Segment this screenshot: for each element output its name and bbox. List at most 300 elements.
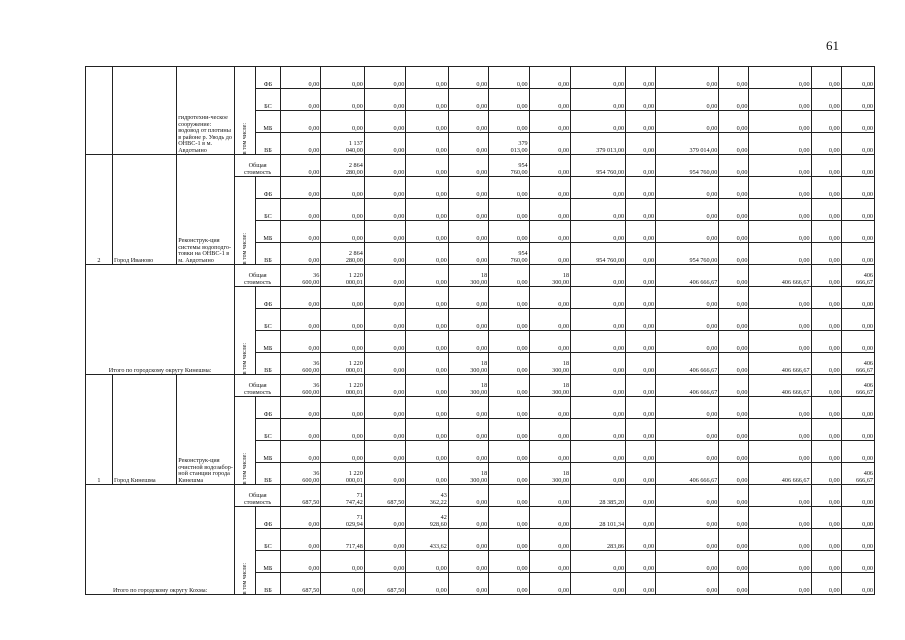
value-cell: 0,00	[719, 507, 749, 529]
value-cell: 0,00	[749, 199, 811, 221]
value-cell: 0,00	[719, 441, 749, 463]
value-cell: 0,00	[626, 221, 656, 243]
including-label-cell	[235, 287, 256, 375]
row-number	[86, 67, 113, 155]
funding-source: МБ	[256, 551, 281, 573]
value-cell: 0,00	[626, 287, 656, 309]
value-cell: 0,00	[571, 111, 626, 133]
funding-source: МБ	[256, 441, 281, 463]
value-cell: 0,00	[280, 529, 320, 551]
value-cell: 0,00	[811, 529, 841, 551]
value-cell: 0,00	[321, 67, 365, 89]
value-cell: 0,00	[811, 89, 841, 111]
value-cell: 1 220 000,01	[321, 375, 365, 397]
value-cell: 1 220 000,01	[321, 353, 365, 375]
value-cell: 0,00	[571, 397, 626, 419]
value-cell: 0,00	[448, 441, 488, 463]
total-label: Итого по городскому округу Кохма:	[86, 485, 235, 595]
funding-source: ВБ	[256, 243, 281, 265]
funding-source: ВБ	[256, 463, 281, 485]
value-cell: 406 666,67	[841, 375, 874, 397]
value-cell: 71 747,42	[321, 485, 365, 507]
value-cell: 0,00	[656, 221, 719, 243]
total-cost-label: Общая стоимость	[235, 375, 281, 397]
value-cell: 954 760,00	[489, 243, 529, 265]
value-cell: 0,00	[406, 309, 449, 331]
value-cell: 0,00	[571, 463, 626, 485]
budget-table	[85, 66, 875, 595]
value-cell: 0,00	[719, 243, 749, 265]
total-cost-label: Общая стоимость	[235, 265, 281, 287]
value-cell: 0,00	[529, 309, 570, 331]
value-cell: 0,00	[406, 287, 449, 309]
value-cell: 0,00	[811, 155, 841, 177]
value-cell: 0,00	[529, 441, 570, 463]
value-cell: 0,00	[406, 441, 449, 463]
table-row	[86, 67, 875, 89]
value-cell: 0,00	[321, 441, 365, 463]
value-cell: 0,00	[280, 397, 320, 419]
value-cell: 0,00	[811, 551, 841, 573]
value-cell: 0,00	[656, 177, 719, 199]
value-cell: 0,00	[656, 287, 719, 309]
value-cell: 0,00	[364, 221, 405, 243]
value-cell: 0,00	[626, 331, 656, 353]
including-label: в том числе:	[241, 562, 248, 594]
value-cell: 0,00	[448, 507, 488, 529]
value-cell: 0,00	[321, 309, 365, 331]
value-cell: 0,00	[719, 485, 749, 507]
value-cell: 0,00	[529, 331, 570, 353]
value-cell: 0,00	[489, 177, 529, 199]
value-cell: 0,00	[656, 507, 719, 529]
value-cell: 0,00	[626, 265, 656, 287]
value-cell: 0,00	[626, 485, 656, 507]
value-cell: 0,00	[841, 67, 874, 89]
value-cell: 687,50	[364, 485, 405, 507]
value-cell: 0,00	[571, 309, 626, 331]
object-name: Реконструк-ция очистной водозабор-ной станции города Кинешма	[177, 375, 235, 485]
value-cell: 0,00	[626, 177, 656, 199]
value-cell: 0,00	[656, 67, 719, 89]
value-cell: 0,00	[529, 199, 570, 221]
value-cell: 0,00	[571, 353, 626, 375]
value-cell: 0,00	[489, 287, 529, 309]
value-cell: 0,00	[406, 111, 449, 133]
value-cell: 0,00	[811, 331, 841, 353]
value-cell: 283,86	[571, 529, 626, 551]
value-cell: 0,00	[280, 89, 320, 111]
value-cell: 0,00	[364, 111, 405, 133]
value-cell: 0,00	[626, 353, 656, 375]
municipality-name	[112, 67, 176, 155]
value-cell: 687,50	[280, 485, 320, 507]
value-cell: 0,00	[719, 89, 749, 111]
value-cell: 0,00	[719, 419, 749, 441]
value-cell: 406 666,67	[841, 463, 874, 485]
value-cell: 0,00	[448, 419, 488, 441]
value-cell: 0,00	[448, 331, 488, 353]
value-cell: 0,00	[529, 111, 570, 133]
value-cell: 0,00	[489, 419, 529, 441]
value-cell: 0,00	[529, 67, 570, 89]
value-cell: 0,00	[280, 177, 320, 199]
value-cell: 0,00	[749, 441, 811, 463]
value-cell: 0,00	[749, 67, 811, 89]
value-cell: 18 300,00	[529, 265, 570, 287]
value-cell: 0,00	[280, 133, 320, 155]
value-cell: 28 101,34	[571, 507, 626, 529]
value-cell: 0,00	[749, 287, 811, 309]
value-cell: 0,00	[448, 221, 488, 243]
value-cell: 0,00	[489, 441, 529, 463]
value-cell: 0,00	[719, 67, 749, 89]
value-cell: 954 760,00	[656, 155, 719, 177]
value-cell: 0,00	[321, 331, 365, 353]
total-cost-label: Общая стоимость	[235, 155, 281, 177]
funding-source: ФБ	[256, 67, 281, 89]
value-cell: 0,00	[489, 485, 529, 507]
value-cell: 0,00	[321, 551, 365, 573]
value-cell: 0,00	[406, 353, 449, 375]
value-cell: 0,00	[406, 375, 449, 397]
value-cell: 0,00	[719, 177, 749, 199]
value-cell: 0,00	[489, 375, 529, 397]
value-cell: 0,00	[364, 375, 405, 397]
value-cell: 0,00	[529, 177, 570, 199]
row-number: 1	[86, 375, 113, 485]
value-cell: 0,00	[448, 551, 488, 573]
value-cell: 0,00	[841, 243, 874, 265]
value-cell: 0,00	[811, 243, 841, 265]
value-cell: 0,00	[656, 529, 719, 551]
funding-source: БС	[256, 309, 281, 331]
value-cell: 0,00	[626, 507, 656, 529]
value-cell: 0,00	[749, 243, 811, 265]
value-cell: 0,00	[448, 243, 488, 265]
value-cell: 0,00	[448, 573, 488, 595]
value-cell: 0,00	[489, 507, 529, 529]
value-cell: 0,00	[811, 441, 841, 463]
including-label: в том числе:	[241, 122, 248, 154]
value-cell: 0,00	[626, 133, 656, 155]
table-body	[86, 67, 875, 595]
value-cell: 0,00	[280, 287, 320, 309]
value-cell: 0,00	[719, 573, 749, 595]
value-cell: 0,00	[811, 309, 841, 331]
value-cell: 0,00	[406, 551, 449, 573]
value-cell: 0,00	[280, 507, 320, 529]
value-cell: 0,00	[626, 309, 656, 331]
value-cell: 0,00	[656, 397, 719, 419]
value-cell: 0,00	[448, 67, 488, 89]
value-cell: 0,00	[280, 441, 320, 463]
value-cell: 0,00	[811, 573, 841, 595]
value-cell: 0,00	[489, 397, 529, 419]
funding-source: МБ	[256, 111, 281, 133]
including-label-cell	[235, 397, 256, 485]
funding-source: ВБ	[256, 573, 281, 595]
municipality-name: Город Кинешма	[112, 375, 176, 485]
value-cell: 0,00	[406, 89, 449, 111]
total-cost-label: Общая стоимость	[235, 485, 281, 507]
value-cell: 0,00	[811, 67, 841, 89]
value-cell: 0,00	[448, 485, 488, 507]
value-cell: 0,00	[719, 133, 749, 155]
funding-source: БС	[256, 529, 281, 551]
value-cell: 0,00	[656, 419, 719, 441]
value-cell: 0,00	[406, 133, 449, 155]
value-cell: 406 666,67	[656, 463, 719, 485]
value-cell: 0,00	[811, 375, 841, 397]
value-cell: 0,00	[841, 89, 874, 111]
value-cell: 0,00	[719, 265, 749, 287]
value-cell: 0,00	[406, 155, 449, 177]
value-cell: 0,00	[719, 287, 749, 309]
value-cell: 954 760,00	[489, 155, 529, 177]
value-cell: 0,00	[280, 221, 320, 243]
value-cell: 0,00	[719, 353, 749, 375]
value-cell: 18 300,00	[529, 353, 570, 375]
value-cell: 0,00	[719, 375, 749, 397]
value-cell: 0,00	[719, 529, 749, 551]
value-cell: 0,00	[811, 397, 841, 419]
value-cell: 0,00	[489, 463, 529, 485]
value-cell: 36 600,00	[280, 265, 320, 287]
funding-source: ФБ	[256, 397, 281, 419]
funding-source: ВБ	[256, 353, 281, 375]
value-cell: 0,00	[448, 529, 488, 551]
value-cell: 0,00	[841, 573, 874, 595]
value-cell: 0,00	[841, 507, 874, 529]
value-cell: 0,00	[571, 573, 626, 595]
value-cell: 1 220 000,01	[321, 265, 365, 287]
value-cell: 0,00	[626, 155, 656, 177]
value-cell: 406 666,67	[749, 463, 811, 485]
value-cell: 0,00	[626, 551, 656, 573]
value-cell: 0,00	[749, 309, 811, 331]
value-cell: 0,00	[529, 551, 570, 573]
value-cell: 0,00	[656, 111, 719, 133]
value-cell: 36 600,00	[280, 353, 320, 375]
value-cell: 0,00	[364, 331, 405, 353]
value-cell: 0,00	[364, 309, 405, 331]
value-cell: 0,00	[656, 485, 719, 507]
value-cell: 954 760,00	[656, 243, 719, 265]
value-cell: 43 362,22	[406, 485, 449, 507]
municipality-name: Город Иваново	[112, 155, 176, 265]
value-cell: 0,00	[811, 111, 841, 133]
value-cell: 0,00	[719, 331, 749, 353]
value-cell: 0,00	[719, 463, 749, 485]
value-cell: 18 300,00	[448, 353, 488, 375]
table-row	[86, 265, 875, 287]
value-cell: 0,00	[321, 419, 365, 441]
value-cell: 0,00	[719, 551, 749, 573]
value-cell: 0,00	[749, 133, 811, 155]
value-cell: 0,00	[529, 529, 570, 551]
value-cell: 0,00	[489, 67, 529, 89]
value-cell: 0,00	[489, 309, 529, 331]
value-cell: 406 666,67	[749, 265, 811, 287]
value-cell: 0,00	[489, 111, 529, 133]
value-cell: 0,00	[626, 67, 656, 89]
value-cell: 2 864 280,00	[321, 155, 365, 177]
funding-source: ФБ	[256, 287, 281, 309]
value-cell: 0,00	[626, 529, 656, 551]
table-row	[86, 485, 875, 507]
value-cell: 0,00	[406, 221, 449, 243]
value-cell: 687,50	[364, 573, 405, 595]
value-cell: 0,00	[571, 441, 626, 463]
value-cell: 0,00	[749, 529, 811, 551]
value-cell: 433,62	[406, 529, 449, 551]
value-cell: 0,00	[719, 155, 749, 177]
value-cell: 406 666,67	[656, 353, 719, 375]
value-cell: 0,00	[749, 507, 811, 529]
value-cell: 0,00	[841, 199, 874, 221]
value-cell: 0,00	[321, 573, 365, 595]
value-cell: 0,00	[489, 573, 529, 595]
value-cell: 0,00	[749, 89, 811, 111]
value-cell: 0,00	[626, 199, 656, 221]
value-cell: 0,00	[749, 551, 811, 573]
value-cell: 0,00	[811, 463, 841, 485]
value-cell: 0,00	[811, 419, 841, 441]
value-cell: 0,00	[656, 331, 719, 353]
value-cell: 0,00	[626, 375, 656, 397]
value-cell: 0,00	[529, 287, 570, 309]
value-cell: 0,00	[571, 221, 626, 243]
value-cell: 0,00	[719, 397, 749, 419]
value-cell: 0,00	[489, 551, 529, 573]
table-row	[86, 155, 875, 177]
value-cell: 0,00	[489, 331, 529, 353]
value-cell: 0,00	[811, 265, 841, 287]
value-cell: 0,00	[489, 529, 529, 551]
value-cell: 0,00	[364, 397, 405, 419]
value-cell: 0,00	[571, 331, 626, 353]
value-cell: 0,00	[448, 309, 488, 331]
total-label: Итого по городскому округу Кинешма:	[86, 265, 235, 375]
value-cell: 0,00	[364, 89, 405, 111]
value-cell: 0,00	[280, 155, 320, 177]
object-name: гидротехни-ческое сооружение: водовод от плотины в районе р. Уводь до ОНВС-1 в м. Авдотьино	[177, 67, 235, 155]
value-cell: 0,00	[406, 573, 449, 595]
value-cell: 0,00	[364, 67, 405, 89]
value-cell: 0,00	[321, 111, 365, 133]
value-cell: 0,00	[571, 199, 626, 221]
value-cell: 0,00	[571, 177, 626, 199]
value-cell: 18 300,00	[529, 463, 570, 485]
value-cell: 0,00	[626, 397, 656, 419]
value-cell: 0,00	[321, 89, 365, 111]
value-cell: 0,00	[529, 485, 570, 507]
value-cell: 0,00	[626, 419, 656, 441]
value-cell: 0,00	[811, 221, 841, 243]
value-cell: 0,00	[749, 221, 811, 243]
value-cell: 0,00	[364, 243, 405, 265]
value-cell: 0,00	[749, 111, 811, 133]
object-name: Реконструк-ция системы водоподго-товки на ОНВС-1 в м. Авдотьино	[177, 155, 235, 265]
value-cell: 0,00	[626, 573, 656, 595]
value-cell: 0,00	[811, 353, 841, 375]
value-cell: 36 600,00	[280, 375, 320, 397]
value-cell: 0,00	[321, 287, 365, 309]
value-cell: 954 760,00	[571, 243, 626, 265]
value-cell: 406 666,67	[841, 353, 874, 375]
value-cell: 0,00	[529, 89, 570, 111]
value-cell: 0,00	[280, 331, 320, 353]
value-cell: 0,00	[719, 111, 749, 133]
value-cell: 0,00	[749, 419, 811, 441]
page-number: 61	[826, 38, 839, 53]
value-cell: 0,00	[489, 353, 529, 375]
value-cell: 0,00	[841, 331, 874, 353]
value-cell: 0,00	[364, 155, 405, 177]
value-cell: 0,00	[364, 529, 405, 551]
value-cell: 0,00	[656, 199, 719, 221]
value-cell: 0,00	[364, 463, 405, 485]
value-cell: 0,00	[280, 67, 320, 89]
value-cell: 0,00	[571, 287, 626, 309]
value-cell: 0,00	[489, 265, 529, 287]
value-cell: 0,00	[529, 133, 570, 155]
value-cell: 406 666,67	[749, 375, 811, 397]
funding-source: МБ	[256, 331, 281, 353]
value-cell: 406 666,67	[749, 353, 811, 375]
value-cell: 0,00	[841, 551, 874, 573]
value-cell: 0,00	[529, 243, 570, 265]
value-cell: 0,00	[364, 441, 405, 463]
value-cell: 0,00	[321, 397, 365, 419]
value-cell: 717,48	[321, 529, 365, 551]
value-cell: 71 029,94	[321, 507, 365, 529]
value-cell: 42 928,60	[406, 507, 449, 529]
value-cell: 1 137 040,00	[321, 133, 365, 155]
value-cell: 0,00	[811, 177, 841, 199]
value-cell: 18 300,00	[448, 463, 488, 485]
value-cell: 18 300,00	[448, 265, 488, 287]
value-cell: 0,00	[529, 419, 570, 441]
value-cell: 0,00	[364, 507, 405, 529]
value-cell: 0,00	[280, 419, 320, 441]
funding-source: ВБ	[256, 133, 281, 155]
value-cell: 0,00	[626, 111, 656, 133]
value-cell: 406 666,67	[656, 265, 719, 287]
value-cell: 0,00	[841, 177, 874, 199]
value-cell: 0,00	[626, 463, 656, 485]
value-cell: 406 666,67	[841, 265, 874, 287]
value-cell: 0,00	[571, 375, 626, 397]
value-cell: 0,00	[364, 199, 405, 221]
value-cell: 0,00	[626, 243, 656, 265]
value-cell: 0,00	[280, 551, 320, 573]
value-cell: 0,00	[406, 265, 449, 287]
funding-source: БС	[256, 89, 281, 111]
value-cell: 0,00	[364, 419, 405, 441]
value-cell: 0,00	[364, 265, 405, 287]
value-cell: 0,00	[529, 221, 570, 243]
value-cell: 0,00	[719, 199, 749, 221]
including-label: в том числе:	[241, 452, 248, 484]
value-cell: 0,00	[406, 67, 449, 89]
value-cell: 0,00	[364, 177, 405, 199]
table-row	[86, 375, 875, 397]
value-cell: 1 220 000,01	[321, 463, 365, 485]
including-label-cell	[235, 507, 256, 595]
value-cell: 0,00	[321, 221, 365, 243]
